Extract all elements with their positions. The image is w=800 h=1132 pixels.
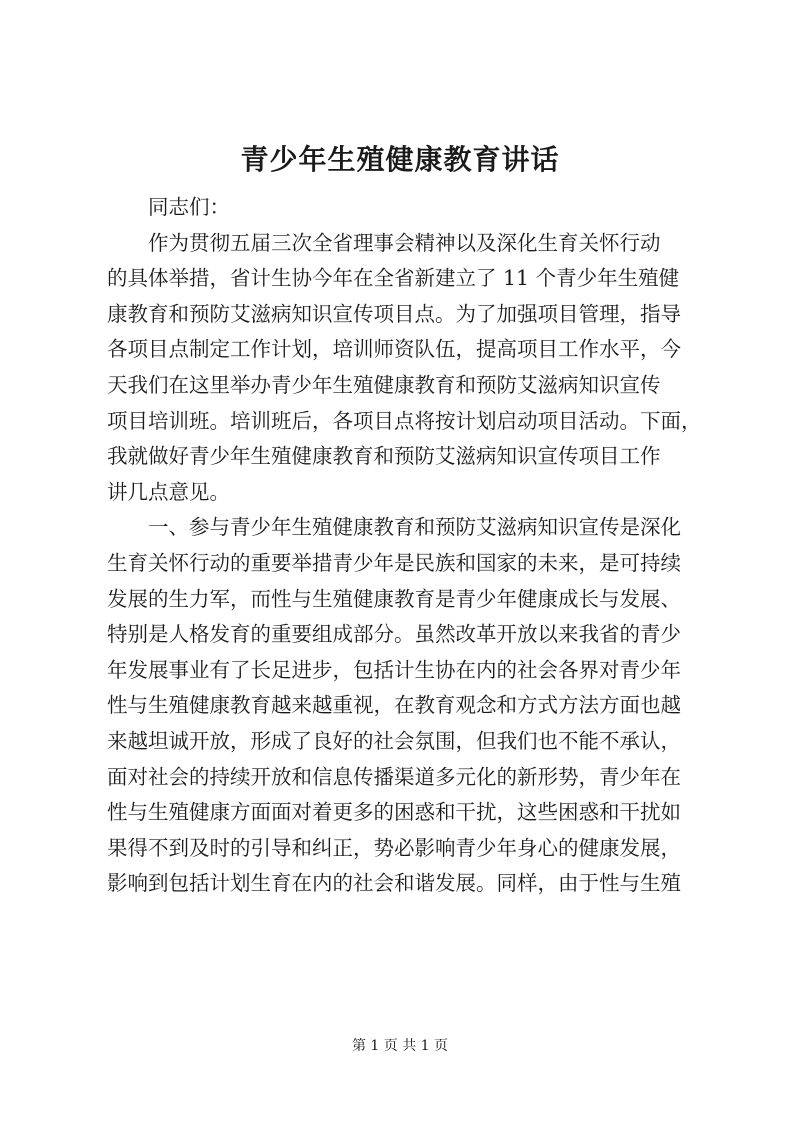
- paragraph-2-line: 来越坦诚开放，形成了良好的社会氛围，但我们也不能不承认，: [107, 728, 681, 753]
- paragraph-2-line: 发展的生力军，而性与生殖健康教育是青少年健康成长与发展、: [107, 586, 681, 611]
- paragraph-1-line: 我就做好青少年生殖健康教育和预防艾滋病知识宣传项目工作: [107, 444, 661, 469]
- salutation: 同志们：: [148, 195, 230, 219]
- paragraph-1-line: 天我们在这里举办青少年生殖健康教育和预防艾滋病知识宣传: [107, 372, 661, 397]
- paragraph-1-line: 各项目点制定工作计划，培训师资队伍，提高项目工作水平，今: [107, 337, 681, 362]
- paragraph-2-line: 生育关怀行动的重要举措青少年是民族和国家的未来，是可持续: [107, 550, 681, 575]
- paragraph-2-line: 果得不到及时的引导和纠正，势必影响青少年身心的健康发展，: [107, 835, 681, 860]
- paragraph-2-line: 年发展事业有了长足进步，包括计生协在内的社会各界对青少年: [107, 657, 681, 682]
- paragraph-1-line: 康教育和预防艾滋病知识宣传项目点。为了加强项目管理，指导: [107, 301, 681, 326]
- paragraph-2-line: 影响到包括计划生育在内的社会和谐发展。同样，由于性与生殖: [107, 871, 681, 896]
- page-footer: 第 1 页 共 1 页: [351, 1038, 449, 1054]
- paragraph-1-line: 讲几点意见。: [107, 479, 230, 504]
- paragraph-2-line: 性与生殖健康方面面对着更多的困惑和干扰，这些困惑和干扰如: [107, 800, 681, 825]
- paragraph-2-line: 性与生殖健康教育越来越重视，在教育观念和方式方法方面也越: [107, 693, 681, 718]
- paragraph-1-line: 作为贯彻五届三次全省理事会精神以及深化生育关怀行动: [148, 230, 661, 255]
- paragraph-1-line: 项目培训班。培训班后，各项目点将按计划启动项目活动。下面，: [107, 408, 702, 433]
- paragraph-1-line: 的具体举措，省计生协今年在全省新建立了 11 个青少年生殖健: [107, 266, 680, 291]
- document-title: 青少年生殖健康教育讲话: [240, 143, 560, 176]
- document-body: [107, 190, 707, 902]
- paragraph-2-line: 面对社会的持续开放和信息传播渠道多元化的新形势，青少年在: [107, 764, 681, 789]
- paragraph-2-line: 特别是人格发育的重要组成部分。虽然改革开放以来我省的青少: [107, 622, 681, 647]
- paragraph-2-line: 一、参与青少年生殖健康教育和预防艾滋病知识宣传是深化: [148, 515, 681, 540]
